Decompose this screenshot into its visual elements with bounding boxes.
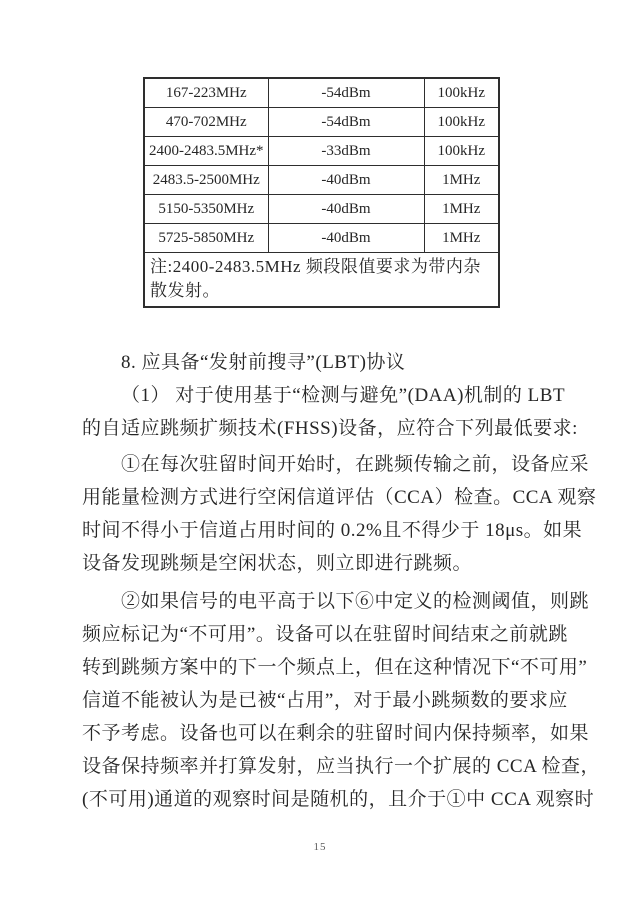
text-line: 不予考虑。设备也可以在剩余的驻留时间内保持频率，如果 [82,723,590,744]
table-row [144,78,499,108]
table-row [144,166,499,195]
cell-bandwidth: 1MHz [424,166,499,195]
freq-table-body [144,78,499,253]
frequency-limit-table [143,77,500,308]
cell-limit: -33dBm [268,137,424,166]
paragraph [82,448,597,580]
text-line: ①在每次驻留时间开始时，在跳频传输之前，设备应采 [121,454,590,475]
cell-limit: -54dBm [268,108,424,137]
cell-bandwidth: 100kHz [424,78,499,108]
text-line: 的自适应跳频扩频技术(FHSS)设备，应符合下列最低要求: [82,418,578,439]
text-line: （1） 对于使用基于“检测与避免”(DAA)机制的 LBT [121,385,566,406]
cell-frequency: 5725-5850MHz [144,224,268,253]
cell-frequency: 470-702MHz [144,108,268,137]
table-row [144,195,499,224]
cell-frequency: 167-223MHz [144,78,268,108]
text-line: 转到跳频方案中的下一个频点上，但在这种情况下“不可用” [82,657,588,678]
table-row [144,224,499,253]
table-row [144,108,499,137]
cell-limit: -40dBm [268,224,424,253]
table-note-row [144,253,499,308]
table-row [144,137,499,166]
document-body [82,346,601,816]
freq-table-note-body [144,253,499,308]
cell-frequency: 5150-5350MHz [144,195,268,224]
text-line: 设备保持频率并打算发射，应当执行一个扩展的 CCA 检查， [82,756,601,777]
text-line: ②如果信号的电平高于以下⑥中定义的检测阈值，则跳 [121,591,590,612]
cell-bandwidth: 1MHz [424,195,499,224]
cell-bandwidth: 100kHz [424,108,499,137]
text-line: 用能量检测方式进行空闲信道评估（CCA）检查。CCA 观察 [82,487,597,508]
section-heading [82,346,560,379]
cell-limit: -40dBm [268,166,424,195]
text-line: 8. 应具备“发射前搜寻”(LBT)协议 [121,352,406,373]
cell-frequency: 2483.5-2500MHz [144,166,268,195]
text-line: (不可用)通道的观察时间是随机的，且介于①中 CCA 观察时 [82,789,595,810]
table-note: 注:2400-2483.5MHz 频段限值要求为带内杂散发射。 [144,253,499,308]
paragraph [82,379,578,445]
text-line: 信道不能被认为是已被“占用”，对于最小跳频数的要求应 [82,690,568,711]
cell-bandwidth: 100kHz [424,137,499,166]
paragraph [82,585,601,816]
cell-limit: -54dBm [268,78,424,108]
page-number: 15 [313,841,327,853]
text-line: 频应标记为“不可用”。设备可以在驻留时间结束之前就跳 [82,624,568,645]
text-line: 时间不得小于信道占用时间的 0.2%且不得少于 18μs。如果 [82,520,583,541]
cell-bandwidth: 1MHz [424,224,499,253]
cell-frequency: 2400-2483.5MHz* [144,137,268,166]
cell-limit: -40dBm [268,195,424,224]
text-line: 设备发现跳频是空闲状态，则立即进行跳频。 [82,553,473,574]
